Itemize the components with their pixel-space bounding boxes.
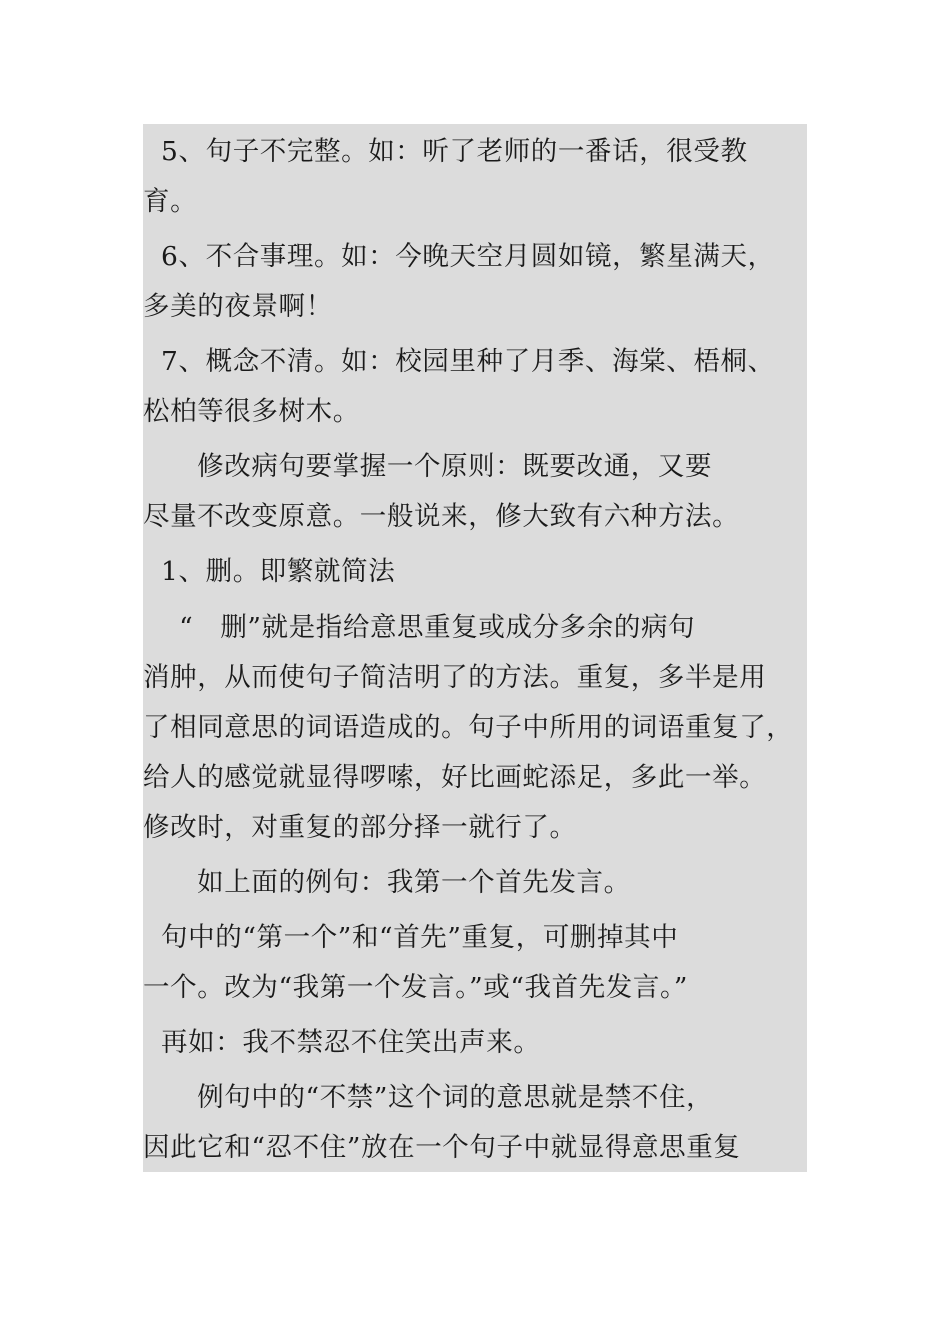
- text-line: “ 删”就是指给意思重复或成分多余的病句: [143, 612, 696, 643]
- text-line: 消肿，从而使句子简洁明了的方法。重复，多半是用: [143, 662, 767, 693]
- text-line: 5、句子不完整。如：听了老师的一番话，很受教: [143, 136, 748, 167]
- text-line: 例句中的“不禁”这个词的意思就是禁不住，: [143, 1082, 714, 1113]
- text-line: 育。: [143, 186, 198, 217]
- text-line: 给人的感觉就显得啰嗦，好比画蛇添足，多此一举。: [143, 762, 767, 793]
- text-line: 7、概念不清。如：校园里种了月季、海棠、梧桐、: [143, 346, 775, 377]
- text-line: 了相同意思的词语造成的。句子中所用的词语重复了，: [143, 712, 794, 743]
- text-line: 6、不合事理。如：今晚天空月圆如镜，繁星满天，: [143, 241, 775, 272]
- text-line: 一个。改为“我第一个发言。”或“我首先发言。”: [143, 972, 688, 1003]
- text-line: 1、删。即繁就简法: [143, 556, 396, 587]
- text-line: 如上面的例句：我第一个首先发言。: [143, 867, 631, 898]
- text-line: 再如：我不禁忍不住笑出声来。: [143, 1027, 541, 1058]
- text-line: 修改病句要掌握一个原则：既要改通，又要: [143, 451, 713, 482]
- text-line: 修改时，对重复的部分择一就行了。: [143, 812, 577, 843]
- text-line: 因此它和“忍不住”放在一个句子中就显得意思重复: [143, 1132, 741, 1163]
- text-line: 尽量不改变原意。一般说来，修大致有六种方法。: [143, 501, 740, 532]
- text-block: [143, 124, 807, 1172]
- text-line: 句中的“第一个”和“首先”重复，可删掉其中: [143, 922, 679, 953]
- text-line: 松柏等很多树木。: [143, 396, 360, 427]
- text-line: 多美的夜景啊！: [143, 291, 333, 322]
